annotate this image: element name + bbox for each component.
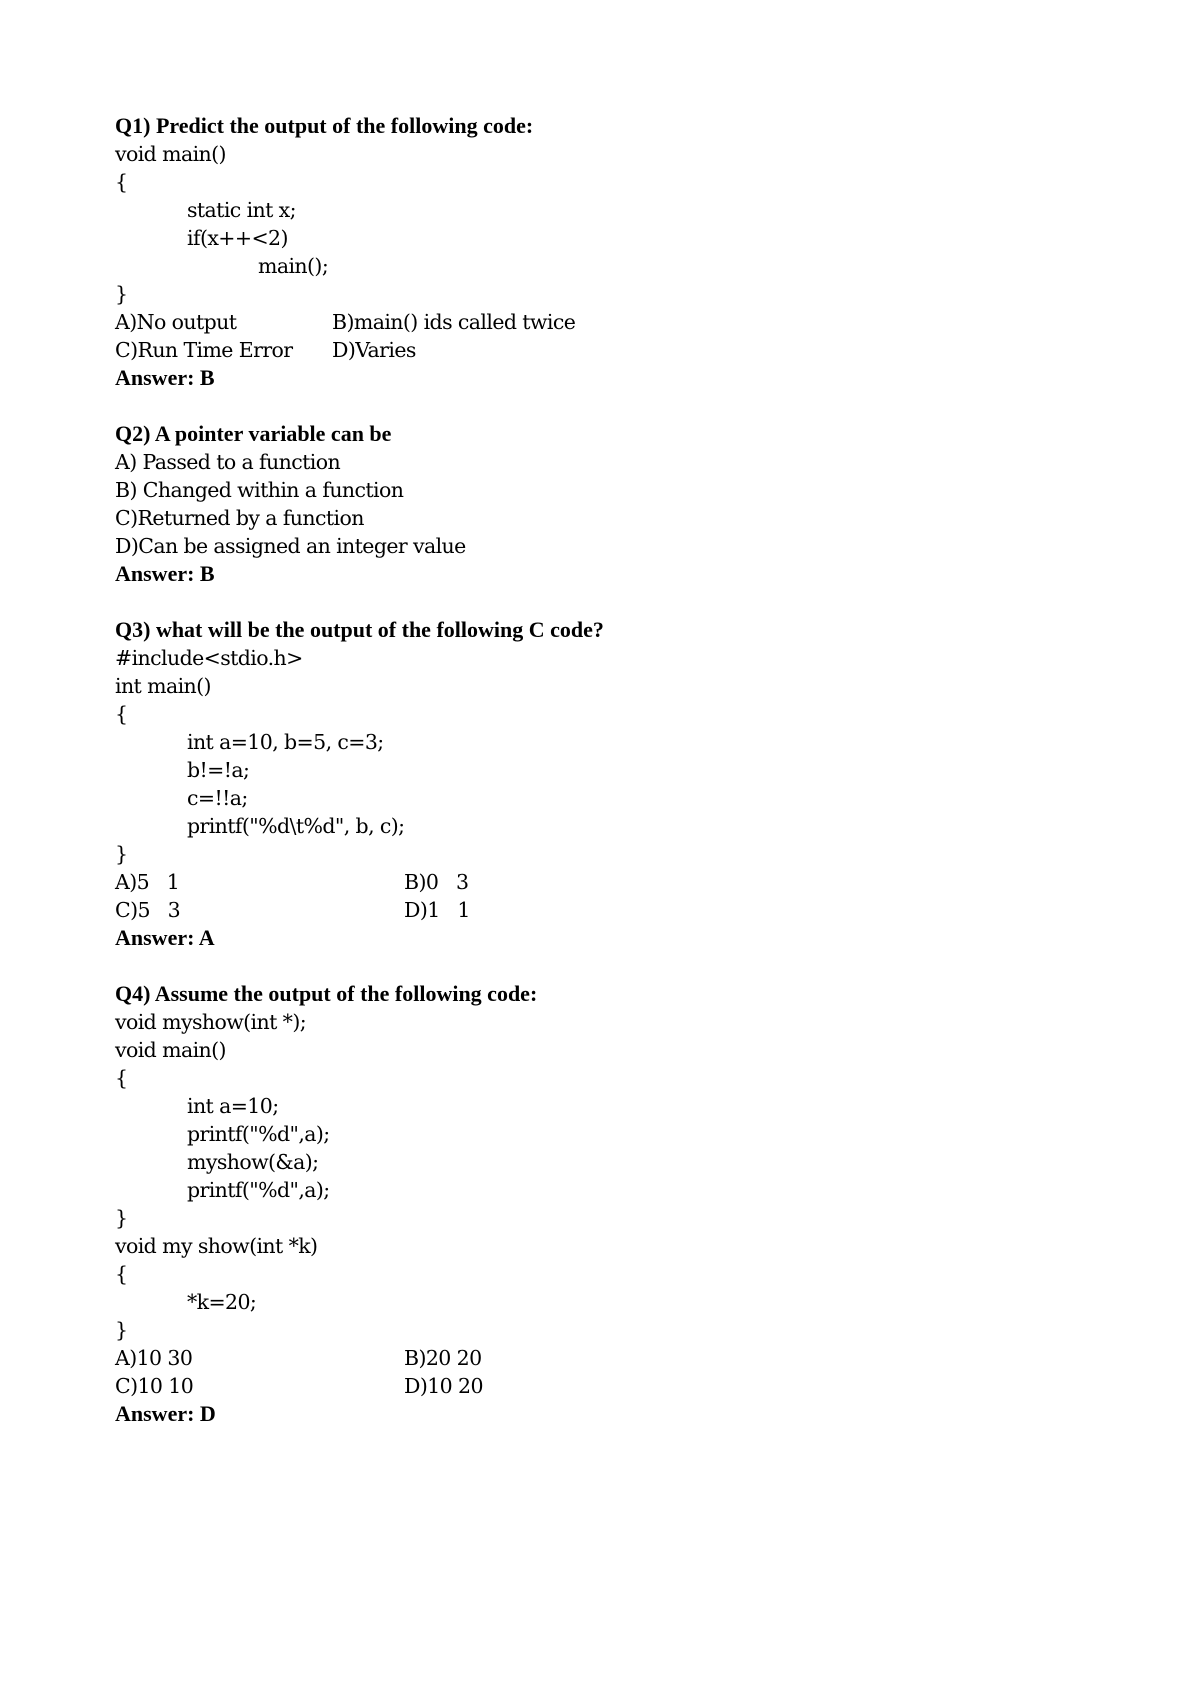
code-line: main(); bbox=[258, 254, 329, 278]
option-c: C)Returned by a function bbox=[115, 506, 364, 530]
option-c: C)10 10 bbox=[115, 1374, 194, 1398]
code-line: #include<stdio.h> bbox=[115, 646, 303, 670]
code-line: { bbox=[115, 702, 128, 726]
question-title: Q4) Assume the output of the following code: bbox=[115, 981, 538, 1006]
code-line: int main() bbox=[115, 674, 211, 698]
spacer bbox=[115, 952, 1115, 980]
answer: Answer: D bbox=[115, 1401, 216, 1426]
code-line: { bbox=[115, 1262, 128, 1286]
option-b: B)20 20 bbox=[404, 1346, 482, 1370]
code-line: } bbox=[115, 1318, 128, 1342]
answer: Answer: B bbox=[115, 365, 215, 390]
question-title: Q1) Predict the output of the following code: bbox=[115, 113, 534, 138]
code-line: void main() bbox=[115, 142, 226, 166]
options-row bbox=[115, 868, 1115, 896]
options-row bbox=[115, 336, 1115, 364]
code-line: } bbox=[115, 282, 128, 306]
question-title: Q3) what will be the output of the following C code? bbox=[115, 617, 604, 642]
option-a: A)5 1 bbox=[115, 870, 180, 894]
code-line: } bbox=[115, 1206, 128, 1230]
option-d: D)1 1 bbox=[404, 898, 470, 922]
question-2 bbox=[115, 420, 1115, 588]
question-4 bbox=[115, 980, 1115, 1428]
options-row bbox=[115, 308, 1115, 336]
spacer bbox=[115, 588, 1115, 616]
option-b: B) Changed within a function bbox=[115, 478, 404, 502]
code-line: myshow(&a); bbox=[187, 1150, 319, 1174]
code-line: c=!!a; bbox=[187, 786, 248, 810]
code-line: printf("%d",a); bbox=[187, 1122, 330, 1146]
code-line: printf("%d\t%d", b, c); bbox=[187, 814, 405, 838]
code-line: b!=!a; bbox=[187, 758, 250, 782]
code-line: if(x++<2) bbox=[187, 226, 288, 250]
answer: Answer: A bbox=[115, 925, 215, 950]
option-a: A)10 30 bbox=[115, 1346, 193, 1370]
code-line: int a=10; bbox=[187, 1094, 279, 1118]
spacer bbox=[115, 392, 1115, 420]
option-b: B)main() ids called twice bbox=[332, 310, 576, 334]
option-d: D)Varies bbox=[332, 338, 416, 362]
option-b: B)0 3 bbox=[404, 870, 469, 894]
options-row bbox=[115, 896, 1115, 924]
options-row bbox=[115, 1372, 1115, 1400]
option-a: A)No output bbox=[115, 310, 237, 334]
option-c: C)5 3 bbox=[115, 898, 181, 922]
option-c: C)Run Time Error bbox=[115, 338, 293, 362]
code-line: printf("%d",a); bbox=[187, 1178, 330, 1202]
code-line: int a=10, b=5, c=3; bbox=[187, 730, 384, 754]
option-d: D)10 20 bbox=[404, 1374, 483, 1398]
question-3 bbox=[115, 616, 1115, 952]
code-line: { bbox=[115, 1066, 128, 1090]
code-line: } bbox=[115, 842, 128, 866]
code-line: *k=20; bbox=[187, 1290, 257, 1314]
option-a: A) Passed to a function bbox=[115, 450, 341, 474]
question-1 bbox=[115, 112, 1115, 392]
document-page bbox=[115, 112, 1115, 1428]
answer: Answer: B bbox=[115, 561, 215, 586]
code-line: void my show(int *k) bbox=[115, 1234, 318, 1258]
code-line: void main() bbox=[115, 1038, 226, 1062]
code-line: void myshow(int *); bbox=[115, 1010, 307, 1034]
question-title: Q2) A pointer variable can be bbox=[115, 421, 392, 446]
code-line: { bbox=[115, 170, 128, 194]
options-row bbox=[115, 1344, 1115, 1372]
option-d: D)Can be assigned an integer value bbox=[115, 534, 466, 558]
code-line: static int x; bbox=[187, 198, 296, 222]
